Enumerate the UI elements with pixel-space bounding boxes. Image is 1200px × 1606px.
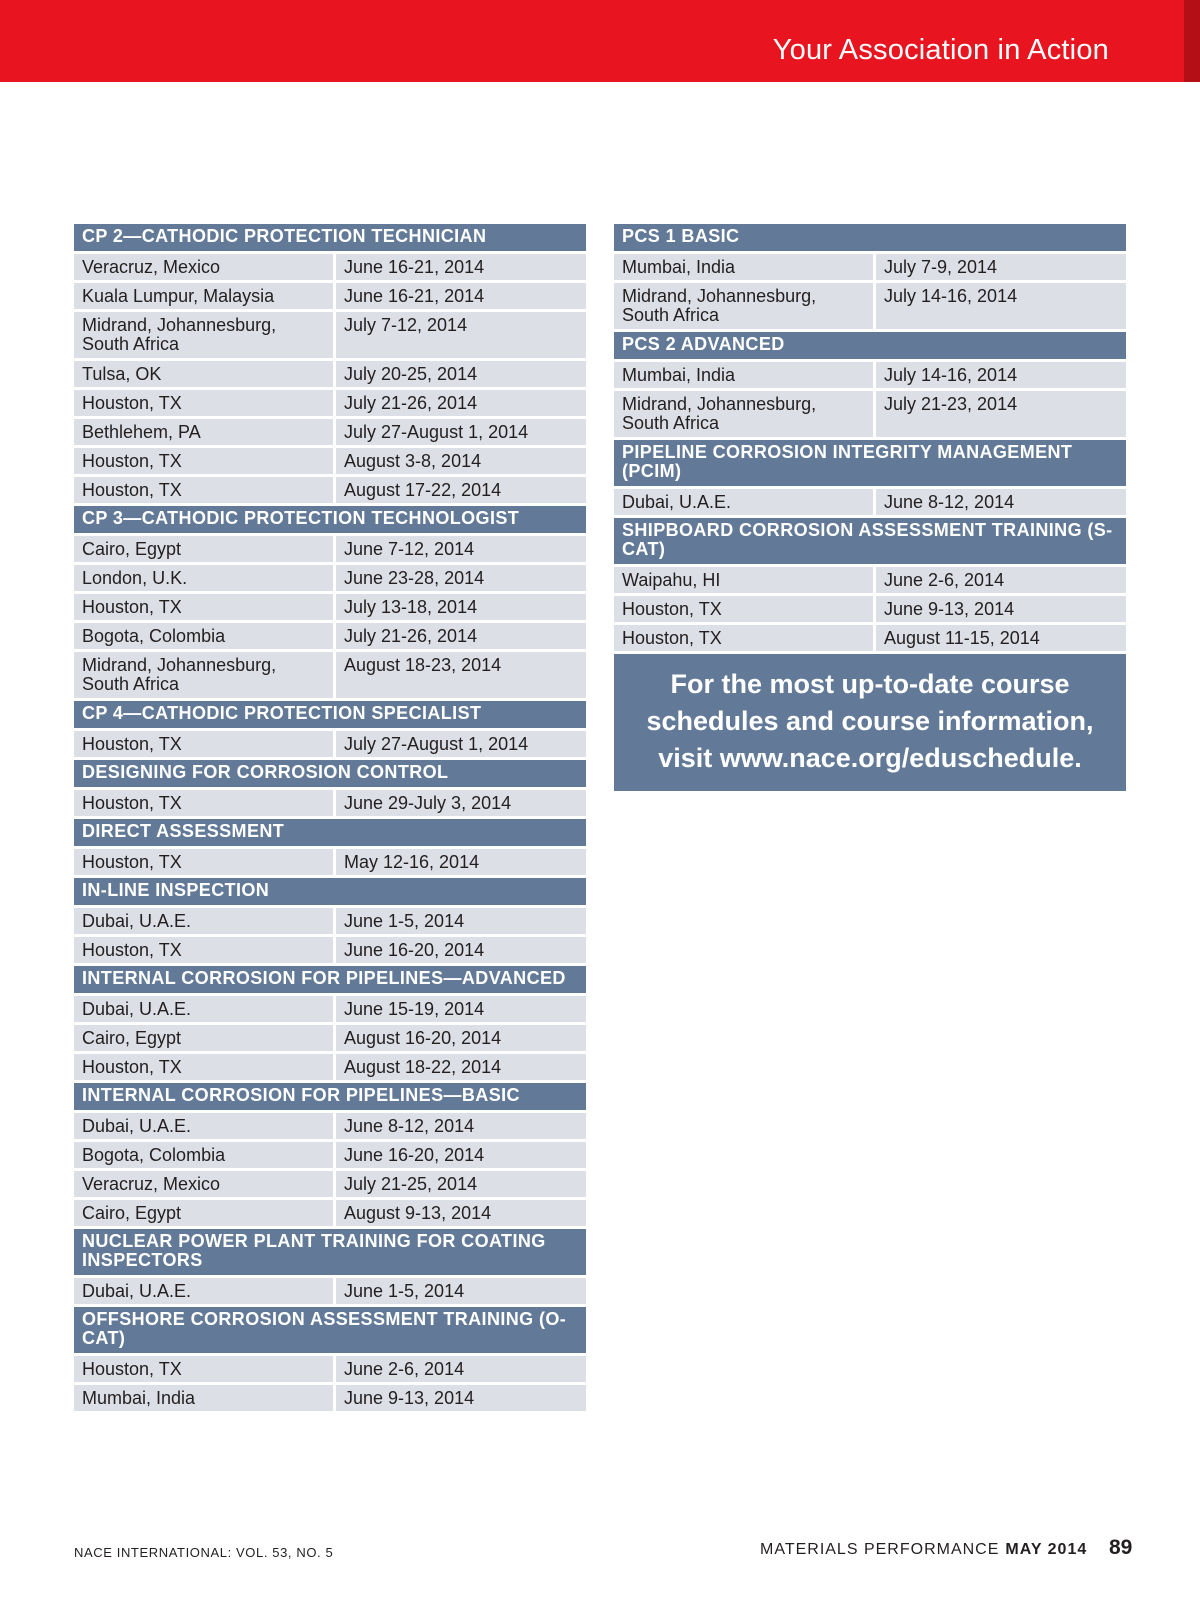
session-row <box>74 390 586 416</box>
session-date: June 15-19, 2014 <box>336 996 586 1022</box>
schedule-column-left <box>74 224 586 1414</box>
session-location: Cairo, Egypt <box>74 1025 333 1051</box>
footer-magazine-name: MATERIALS PERFORMANCE <box>760 1541 1000 1558</box>
session-date: June 7-12, 2014 <box>336 536 586 562</box>
session-date: June 16-20, 2014 <box>336 1142 586 1168</box>
course-heading: CP 3—CATHODIC PROTECTION TECHNOLOGIST <box>74 506 586 533</box>
session-row <box>74 1025 586 1051</box>
course-heading: IN-LINE INSPECTION <box>74 878 586 905</box>
callout-line: visit www.nace.org/eduschedule. <box>658 743 1082 773</box>
session-row <box>74 937 586 963</box>
session-row <box>74 1200 586 1226</box>
session-date: June 8-12, 2014 <box>876 489 1126 515</box>
session-location: Houston, TX <box>74 448 333 474</box>
session-row <box>614 391 1126 437</box>
course-heading: INTERNAL CORROSION FOR PIPELINES—ADVANCED <box>74 966 586 993</box>
course-heading: CP 2—CATHODIC PROTECTION TECHNICIAN <box>74 224 586 251</box>
course-heading: DESIGNING FOR CORROSION CONTROL <box>74 760 586 787</box>
session-date: August 11-15, 2014 <box>876 625 1126 651</box>
session-row <box>74 652 586 698</box>
session-date: August 3-8, 2014 <box>336 448 586 474</box>
schedule-column-right <box>614 224 1126 791</box>
footer-volume: VOL. 53, NO. 5 <box>236 1545 334 1560</box>
session-location: Houston, TX <box>74 731 333 757</box>
course-heading: SHIPBOARD CORROSION ASSESSMENT TRAINING (S-CAT) <box>614 518 1126 564</box>
session-location: Dubai, U.A.E. <box>74 1113 333 1139</box>
session-location: Midrand, Johannesburg, South Africa <box>614 391 873 437</box>
session-location: Mumbai, India <box>614 362 873 388</box>
page-number: 89 <box>1109 1536 1133 1559</box>
footer-magazine <box>760 1541 1087 1559</box>
session-location: Houston, TX <box>74 1054 333 1080</box>
session-location: Houston, TX <box>74 594 333 620</box>
session-row <box>74 1356 586 1382</box>
session-row <box>74 254 586 280</box>
session-location: Bethlehem, PA <box>74 419 333 445</box>
session-location: Midrand, Johannesburg, South Africa <box>74 312 333 358</box>
session-date: July 21-23, 2014 <box>876 391 1126 437</box>
course-heading: OFFSHORE CORROSION ASSESSMENT TRAINING (O-CAT) <box>74 1307 586 1353</box>
session-date: August 18-22, 2014 <box>336 1054 586 1080</box>
session-date: July 27-August 1, 2014 <box>336 419 586 445</box>
session-row <box>74 623 586 649</box>
session-row <box>614 254 1126 280</box>
session-date: June 9-13, 2014 <box>336 1385 586 1411</box>
session-date: June 2-6, 2014 <box>336 1356 586 1382</box>
footer-publication <box>74 1545 333 1560</box>
session-location: Cairo, Egypt <box>74 1200 333 1226</box>
session-location: Houston, TX <box>614 625 873 651</box>
session-row <box>74 1171 586 1197</box>
session-date: August 18-23, 2014 <box>336 652 586 698</box>
session-row <box>74 448 586 474</box>
session-date: June 9-13, 2014 <box>876 596 1126 622</box>
section-title: Your Association in Action <box>772 34 1109 66</box>
session-date: June 1-5, 2014 <box>336 1278 586 1304</box>
session-row <box>74 1142 586 1168</box>
session-location: Veracruz, Mexico <box>74 1171 333 1197</box>
session-location: Veracruz, Mexico <box>74 254 333 280</box>
session-date: June 23-28, 2014 <box>336 565 586 591</box>
session-row <box>74 996 586 1022</box>
course-heading: INTERNAL CORROSION FOR PIPELINES—BASIC <box>74 1083 586 1110</box>
session-location: Waipahu, HI <box>614 567 873 593</box>
session-location: Houston, TX <box>74 477 333 503</box>
session-location: Kuala Lumpur, Malaysia <box>74 283 333 309</box>
session-date: May 12-16, 2014 <box>336 849 586 875</box>
session-date: July 21-25, 2014 <box>336 1171 586 1197</box>
session-date: June 16-21, 2014 <box>336 283 586 309</box>
session-date: July 14-16, 2014 <box>876 362 1126 388</box>
session-row <box>74 908 586 934</box>
session-location: Houston, TX <box>614 596 873 622</box>
session-location: Houston, TX <box>74 390 333 416</box>
course-heading: NUCLEAR POWER PLANT TRAINING FOR COATING INSPECTORS <box>74 1229 586 1275</box>
session-date: June 29-July 3, 2014 <box>336 790 586 816</box>
session-row <box>614 362 1126 388</box>
session-location: Tulsa, OK <box>74 361 333 387</box>
callout-line: For the most up-to-date course <box>670 669 1070 699</box>
course-heading: DIRECT ASSESSMENT <box>74 819 586 846</box>
session-location: Midrand, Johannesburg, South Africa <box>614 283 873 329</box>
session-row <box>614 596 1126 622</box>
session-location: Houston, TX <box>74 937 333 963</box>
session-date: June 16-20, 2014 <box>336 937 586 963</box>
session-row <box>74 1278 586 1304</box>
session-location: Cairo, Egypt <box>74 536 333 562</box>
session-row <box>74 536 586 562</box>
callout-line: schedules and course information, <box>646 706 1094 736</box>
session-row <box>74 312 586 358</box>
session-row <box>74 731 586 757</box>
session-location: Bogota, Colombia <box>74 1142 333 1168</box>
session-date: August 16-20, 2014 <box>336 1025 586 1051</box>
session-location: Houston, TX <box>74 849 333 875</box>
footer-issue: MAY 2014 <box>1005 1541 1088 1558</box>
session-location: Bogota, Colombia <box>74 623 333 649</box>
session-row <box>74 1054 586 1080</box>
session-date: August 17-22, 2014 <box>336 477 586 503</box>
session-row <box>74 790 586 816</box>
session-row <box>74 477 586 503</box>
course-heading: PIPELINE CORROSION INTEGRITY MANAGEMENT (PCIM) <box>614 440 1126 486</box>
session-location: Mumbai, India <box>614 254 873 280</box>
session-row <box>74 361 586 387</box>
session-row <box>614 567 1126 593</box>
session-row <box>74 1385 586 1411</box>
header-bar-edge <box>1184 0 1200 82</box>
session-location: Dubai, U.A.E. <box>74 1278 333 1304</box>
header-bar <box>0 0 1184 82</box>
session-row <box>614 489 1126 515</box>
session-date: August 9-13, 2014 <box>336 1200 586 1226</box>
course-heading: CP 4—CATHODIC PROTECTION SPECIALIST <box>74 701 586 728</box>
session-date: June 1-5, 2014 <box>336 908 586 934</box>
session-location: Dubai, U.A.E. <box>74 908 333 934</box>
session-date: June 2-6, 2014 <box>876 567 1126 593</box>
session-location: London, U.K. <box>74 565 333 591</box>
session-date: July 13-18, 2014 <box>336 594 586 620</box>
session-date: July 27-August 1, 2014 <box>336 731 586 757</box>
session-row <box>74 283 586 309</box>
session-row <box>74 1113 586 1139</box>
session-row <box>74 565 586 591</box>
session-date: July 7-9, 2014 <box>876 254 1126 280</box>
session-row <box>74 594 586 620</box>
session-date: June 16-21, 2014 <box>336 254 586 280</box>
course-heading: PCS 2 ADVANCED <box>614 332 1126 359</box>
session-date: July 7-12, 2014 <box>336 312 586 358</box>
session-row <box>614 625 1126 651</box>
session-location: Dubai, U.A.E. <box>74 996 333 1022</box>
session-row <box>74 849 586 875</box>
session-location: Houston, TX <box>74 1356 333 1382</box>
session-location: Dubai, U.A.E. <box>614 489 873 515</box>
session-date: July 21-26, 2014 <box>336 390 586 416</box>
session-row <box>74 419 586 445</box>
footer-publisher: NACE INTERNATIONAL: <box>74 1545 232 1560</box>
course-heading: PCS 1 BASIC <box>614 224 1126 251</box>
session-location: Mumbai, India <box>74 1385 333 1411</box>
session-date: July 21-26, 2014 <box>336 623 586 649</box>
session-date: July 14-16, 2014 <box>876 283 1126 329</box>
session-date: June 8-12, 2014 <box>336 1113 586 1139</box>
session-row <box>614 283 1126 329</box>
session-date: July 20-25, 2014 <box>336 361 586 387</box>
session-location: Houston, TX <box>74 790 333 816</box>
session-location: Midrand, Johannesburg, South Africa <box>74 652 333 698</box>
schedule-info-callout <box>614 654 1126 791</box>
